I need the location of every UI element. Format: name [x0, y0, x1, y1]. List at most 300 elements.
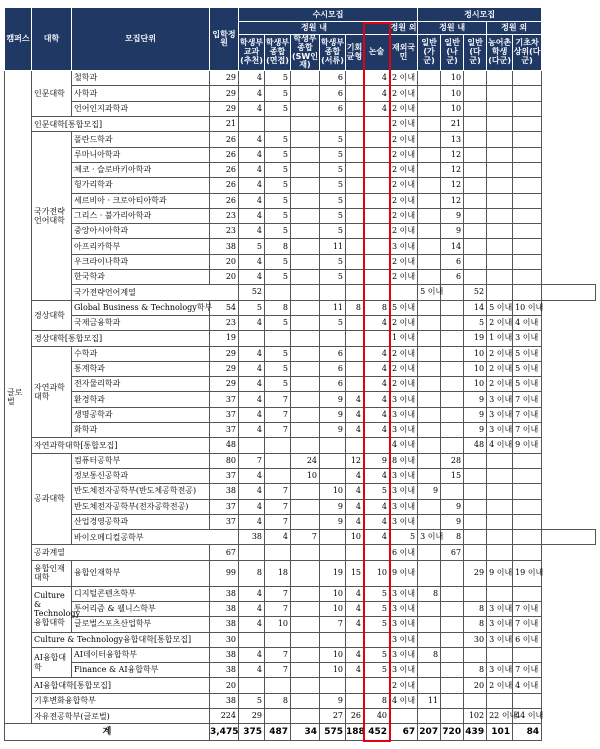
value-cell: 9 — [320, 392, 346, 407]
header-col: 기초차상위(다군) — [513, 35, 542, 71]
value-cell — [320, 545, 346, 560]
value-cell — [487, 468, 513, 483]
value-cell — [513, 270, 542, 285]
value-cell — [487, 499, 513, 514]
value-cell: 14 — [464, 300, 487, 315]
value-cell — [487, 530, 513, 545]
value-cell — [346, 117, 364, 132]
value-cell: 2 이내 — [487, 678, 513, 693]
value-cell: 4 — [239, 647, 265, 662]
value-cell — [291, 663, 320, 678]
header-col: 재외국민 — [390, 35, 418, 71]
value-cell: 7 이내 — [513, 423, 542, 438]
value-cell: 26 — [210, 132, 239, 147]
value-cell: 10 — [346, 530, 364, 545]
value-cell — [364, 193, 390, 208]
value-cell: 3 이내 — [390, 239, 418, 254]
table-row — [5, 361, 596, 376]
value-cell — [464, 162, 487, 177]
value-cell: 4 — [364, 530, 390, 545]
value-cell: 11 — [418, 693, 441, 708]
value-cell: 38 — [210, 663, 239, 678]
value-cell: 2 이내 — [390, 101, 418, 116]
value-cell — [346, 545, 364, 560]
total-value: 439 — [464, 724, 487, 741]
value-cell — [464, 132, 487, 147]
value-cell: 12 — [441, 147, 464, 162]
value-cell: 4 이내 — [390, 438, 418, 453]
value-cell: 28 — [441, 453, 464, 468]
group-cell: AI융합대학[통합모집] — [32, 678, 210, 693]
value-cell — [464, 193, 487, 208]
total-row — [5, 724, 596, 741]
table-header — [5, 8, 596, 71]
value-cell — [513, 530, 542, 545]
value-cell: 2 이내 — [487, 361, 513, 376]
value-cell: 4 — [239, 71, 265, 86]
value-cell — [441, 346, 464, 361]
value-cell — [418, 545, 441, 560]
unit-cell: 컴퓨터공학부 — [72, 453, 210, 468]
value-cell — [418, 407, 441, 422]
value-cell — [239, 545, 265, 560]
value-cell — [542, 530, 596, 545]
value-cell: 23 — [210, 315, 239, 330]
value-cell: 6 — [320, 86, 346, 101]
value-cell — [320, 468, 346, 483]
value-cell: 67 — [441, 545, 464, 560]
value-cell — [364, 632, 390, 647]
value-cell: 4 — [346, 586, 364, 601]
value-cell — [320, 117, 346, 132]
value-cell — [418, 101, 441, 116]
value-cell: 5 — [239, 239, 265, 254]
unit-cell: 중앙아시아학과 — [72, 224, 210, 239]
value-cell — [418, 117, 441, 132]
value-cell — [513, 86, 542, 101]
value-cell — [513, 514, 542, 529]
unit-cell: 언어인지과학과 — [72, 101, 210, 116]
value-cell: 4 — [239, 499, 265, 514]
college-cell: 인문대학 — [32, 71, 72, 117]
value-cell: 48 — [464, 438, 487, 453]
value-cell: 2 이내 — [487, 315, 513, 330]
value-cell: 2 이내 — [390, 678, 418, 693]
value-cell: 6 — [441, 254, 464, 269]
value-cell — [364, 162, 390, 177]
value-cell — [513, 693, 542, 708]
value-cell — [291, 632, 320, 647]
value-cell — [418, 709, 441, 724]
value-cell — [513, 647, 542, 662]
unit-cell: Global Business & Technology학부 — [72, 300, 210, 315]
value-cell: 9 이내 — [487, 560, 513, 586]
value-cell — [513, 71, 542, 86]
value-cell — [441, 560, 464, 586]
value-cell — [513, 239, 542, 254]
value-cell: 99 — [210, 560, 239, 586]
value-cell: 4 이내 — [390, 693, 418, 708]
value-cell: 3 이내 — [390, 484, 418, 499]
value-cell: 5 — [464, 315, 487, 330]
value-cell: 9 — [320, 407, 346, 422]
value-cell — [418, 468, 441, 483]
value-cell: 19 이내 — [513, 560, 542, 586]
value-cell — [291, 392, 320, 407]
value-cell: 4 — [364, 423, 390, 438]
value-cell: 38 — [210, 647, 239, 662]
table-row — [5, 530, 596, 545]
header-col: 학생부종합(면접) — [265, 35, 291, 71]
value-cell: 12 — [346, 453, 364, 468]
value-cell: 4 — [364, 101, 390, 116]
value-cell — [464, 514, 487, 529]
value-cell: 5 이내 — [513, 361, 542, 376]
value-cell: 20 — [464, 678, 487, 693]
unit-cell: 수학과 — [72, 346, 210, 361]
value-cell: 21 — [441, 117, 464, 132]
value-cell — [464, 693, 487, 708]
value-cell: 7 이내 — [513, 617, 542, 632]
value-cell: 8 — [464, 601, 487, 616]
value-cell: 19 — [320, 560, 346, 586]
value-cell: 15 — [346, 560, 364, 586]
value-cell — [291, 315, 320, 330]
value-cell — [291, 678, 320, 693]
value-cell: 4 — [239, 208, 265, 223]
value-cell: 6 이내 — [513, 632, 542, 647]
value-cell — [291, 162, 320, 177]
value-cell: 3 이내 — [487, 663, 513, 678]
value-cell — [364, 147, 390, 162]
value-cell: 4 — [239, 178, 265, 193]
value-cell: 6 — [320, 71, 346, 86]
value-cell: 10 — [291, 468, 320, 483]
table-body — [5, 71, 596, 741]
admission-quota-table — [4, 7, 596, 741]
value-cell: 5 이내 — [418, 285, 441, 300]
value-cell: 5 — [320, 147, 346, 162]
value-cell: 2 이내 — [390, 315, 418, 330]
table-row — [5, 438, 596, 453]
value-cell — [418, 453, 441, 468]
value-cell — [418, 300, 441, 315]
unit-cell: 화학과 — [72, 423, 210, 438]
value-cell: 5 — [390, 530, 418, 545]
table-row — [5, 270, 596, 285]
table-row — [5, 86, 596, 101]
header-col: 기회균형 — [346, 35, 364, 71]
value-cell: 6 — [320, 101, 346, 116]
value-cell: 44 이내 — [513, 709, 542, 724]
header-col: 일반(다군) — [464, 35, 487, 71]
table-row — [5, 101, 596, 116]
value-cell: 5 — [265, 71, 291, 86]
value-cell — [487, 162, 513, 177]
table-row — [5, 617, 596, 632]
value-cell — [346, 285, 364, 300]
value-cell — [513, 254, 542, 269]
value-cell: 8 — [265, 300, 291, 315]
unit-cell: 체코 · 슬로바키아학과 — [72, 162, 210, 177]
value-cell: 10 — [265, 617, 291, 632]
value-cell: 37 — [210, 407, 239, 422]
table-row — [5, 147, 596, 162]
value-cell: 27 — [320, 709, 346, 724]
value-cell — [441, 632, 464, 647]
table-row — [5, 453, 596, 468]
value-cell: 7 — [265, 407, 291, 422]
value-cell: 4 — [364, 86, 390, 101]
table-row — [5, 162, 596, 177]
value-cell: 26 — [210, 178, 239, 193]
unit-cell: 우크라이나학과 — [72, 254, 210, 269]
value-cell — [291, 346, 320, 361]
college-cell: Culture & Technology융합대학 — [32, 586, 72, 632]
value-cell: 80 — [210, 453, 239, 468]
value-cell — [441, 315, 464, 330]
value-cell — [464, 117, 487, 132]
value-cell: 4 — [346, 617, 364, 632]
value-cell — [418, 315, 441, 330]
value-cell — [364, 254, 390, 269]
value-cell — [418, 178, 441, 193]
value-cell: 7 — [239, 453, 265, 468]
value-cell — [441, 392, 464, 407]
value-cell: 5 — [265, 147, 291, 162]
value-cell — [418, 392, 441, 407]
value-cell — [418, 361, 441, 376]
value-cell: 5 — [364, 617, 390, 632]
total-value: 375 — [239, 724, 265, 741]
value-cell: 4 — [364, 468, 390, 483]
value-cell: 4 — [239, 407, 265, 422]
value-cell: 4 — [239, 193, 265, 208]
value-cell — [291, 407, 320, 422]
value-cell — [487, 117, 513, 132]
value-cell — [346, 101, 364, 116]
value-cell: 12 — [441, 193, 464, 208]
value-cell: 4 — [346, 663, 364, 678]
value-cell: 38 — [210, 693, 239, 708]
value-cell: 19 — [210, 331, 239, 346]
value-cell: 8 — [265, 693, 291, 708]
value-cell — [291, 514, 320, 529]
value-cell — [291, 545, 320, 560]
value-cell: 9 — [441, 208, 464, 223]
value-cell: 7 이내 — [513, 663, 542, 678]
value-cell: 5 — [320, 178, 346, 193]
value-cell — [464, 71, 487, 86]
value-cell: 2 이내 — [390, 193, 418, 208]
value-cell: 12 — [441, 162, 464, 177]
value-cell: 4 — [239, 86, 265, 101]
campus-cell: 글로벌 — [5, 71, 32, 724]
value-cell: 7 — [265, 484, 291, 499]
value-cell: 7 — [265, 423, 291, 438]
table-row — [5, 346, 596, 361]
value-cell — [487, 285, 513, 300]
value-cell — [441, 586, 464, 601]
value-cell — [364, 285, 390, 300]
value-cell: 2 이내 — [390, 254, 418, 269]
value-cell — [291, 254, 320, 269]
value-cell: 5 — [364, 647, 390, 662]
value-cell: 3 이내 — [487, 601, 513, 616]
value-cell — [464, 530, 487, 545]
value-cell: 5 — [364, 601, 390, 616]
value-cell — [513, 117, 542, 132]
value-cell — [364, 178, 390, 193]
unit-cell: 루마니아학과 — [72, 147, 210, 162]
value-cell: 40 — [364, 709, 390, 724]
table-row — [5, 663, 596, 678]
value-cell: 5 — [265, 193, 291, 208]
table-row — [5, 178, 596, 193]
value-cell — [441, 438, 464, 453]
value-cell — [291, 693, 320, 708]
value-cell — [291, 601, 320, 616]
value-cell: 7 — [265, 647, 291, 662]
value-cell: 1 이내 — [390, 331, 418, 346]
value-cell: 30 — [464, 632, 487, 647]
value-cell: 23 — [210, 224, 239, 239]
value-cell — [291, 300, 320, 315]
value-cell — [265, 709, 291, 724]
value-cell — [464, 101, 487, 116]
value-cell: 3 이내 — [390, 601, 418, 616]
value-cell — [441, 361, 464, 376]
value-cell — [464, 647, 487, 662]
value-cell — [346, 331, 364, 346]
value-cell: 38 — [239, 530, 265, 545]
value-cell: 20 — [210, 270, 239, 285]
value-cell — [291, 86, 320, 101]
value-cell — [346, 254, 364, 269]
value-cell — [513, 101, 542, 116]
unit-cell: 한국학과 — [72, 270, 210, 285]
value-cell: 9 — [441, 224, 464, 239]
value-cell — [464, 224, 487, 239]
value-cell: 5 이내 — [513, 377, 542, 392]
value-cell: 9 — [464, 392, 487, 407]
value-cell: 7 이내 — [513, 407, 542, 422]
value-cell — [265, 545, 291, 560]
value-cell — [364, 239, 390, 254]
value-cell — [441, 601, 464, 616]
table-row — [5, 392, 596, 407]
value-cell: 10 — [364, 560, 390, 586]
value-cell — [418, 162, 441, 177]
value-cell — [265, 632, 291, 647]
table-row — [5, 484, 596, 499]
value-cell: 9 — [364, 453, 390, 468]
value-cell — [542, 285, 596, 300]
value-cell: 7 — [265, 392, 291, 407]
college-cell: 경상대학 — [32, 300, 72, 331]
value-cell: 38 — [210, 239, 239, 254]
value-cell — [364, 545, 390, 560]
value-cell: 4 — [346, 647, 364, 662]
value-cell: 48 — [210, 438, 239, 453]
value-cell — [441, 709, 464, 724]
value-cell: 3 이내 — [390, 407, 418, 422]
value-cell: 26 — [210, 147, 239, 162]
value-cell: 26 — [210, 162, 239, 177]
value-cell: 4 — [346, 601, 364, 616]
college-cell: 융합인재대학 — [32, 560, 72, 586]
value-cell: 26 — [346, 709, 364, 724]
value-cell: 52 — [239, 285, 265, 300]
value-cell: 2 이내 — [390, 361, 418, 376]
value-cell — [464, 499, 487, 514]
group-cell: 경상대학[통합모집] — [32, 331, 210, 346]
value-cell: 5 — [265, 361, 291, 376]
value-cell — [513, 285, 542, 300]
unit-cell: 세르비아 · 크로아티아학과 — [72, 193, 210, 208]
total-value: 3,475 — [210, 724, 239, 741]
value-cell — [441, 331, 464, 346]
value-cell — [513, 586, 542, 601]
value-cell — [291, 71, 320, 86]
value-cell: 5 — [320, 132, 346, 147]
value-cell: 30 — [210, 632, 239, 647]
unit-cell: 반도체전자공학부(전자공학전공) — [72, 499, 210, 514]
value-cell — [441, 377, 464, 392]
value-cell — [291, 101, 320, 116]
value-cell — [291, 239, 320, 254]
value-cell — [487, 101, 513, 116]
value-cell: 4 — [239, 361, 265, 376]
value-cell: 2 이내 — [487, 377, 513, 392]
value-cell — [513, 453, 542, 468]
value-cell: 7 — [291, 530, 320, 545]
table-row — [5, 285, 596, 300]
value-cell — [418, 270, 441, 285]
table-row — [5, 208, 596, 223]
value-cell: 4 — [346, 423, 364, 438]
table-row — [5, 254, 596, 269]
group-cell: Culture & Technology융합대학[통합모집] — [32, 632, 210, 647]
value-cell: 26 — [210, 193, 239, 208]
value-cell — [239, 117, 265, 132]
value-cell: 7 — [265, 514, 291, 529]
value-cell — [364, 331, 390, 346]
header-col: 학생부교과(추천) — [239, 35, 265, 71]
value-cell: 4 — [364, 407, 390, 422]
value-cell — [418, 208, 441, 223]
value-cell: 3 이내 — [390, 514, 418, 529]
value-cell: 5 — [364, 586, 390, 601]
value-cell: 6 이내 — [390, 545, 418, 560]
value-cell — [464, 453, 487, 468]
value-cell — [291, 709, 320, 724]
table-row — [5, 315, 596, 330]
value-cell — [418, 514, 441, 529]
value-cell: 6 — [320, 377, 346, 392]
value-cell: 4 — [239, 101, 265, 116]
value-cell: 23 — [210, 208, 239, 223]
value-cell: 10 이내 — [513, 300, 542, 315]
value-cell: 4 이내 — [513, 315, 542, 330]
value-cell — [320, 438, 346, 453]
unit-cell: 글로벌스포츠산업학부 — [72, 617, 210, 632]
value-cell — [418, 254, 441, 269]
value-cell: 9 — [418, 484, 441, 499]
value-cell: 3 이내 — [487, 617, 513, 632]
value-cell: 20 — [210, 254, 239, 269]
value-cell — [441, 663, 464, 678]
